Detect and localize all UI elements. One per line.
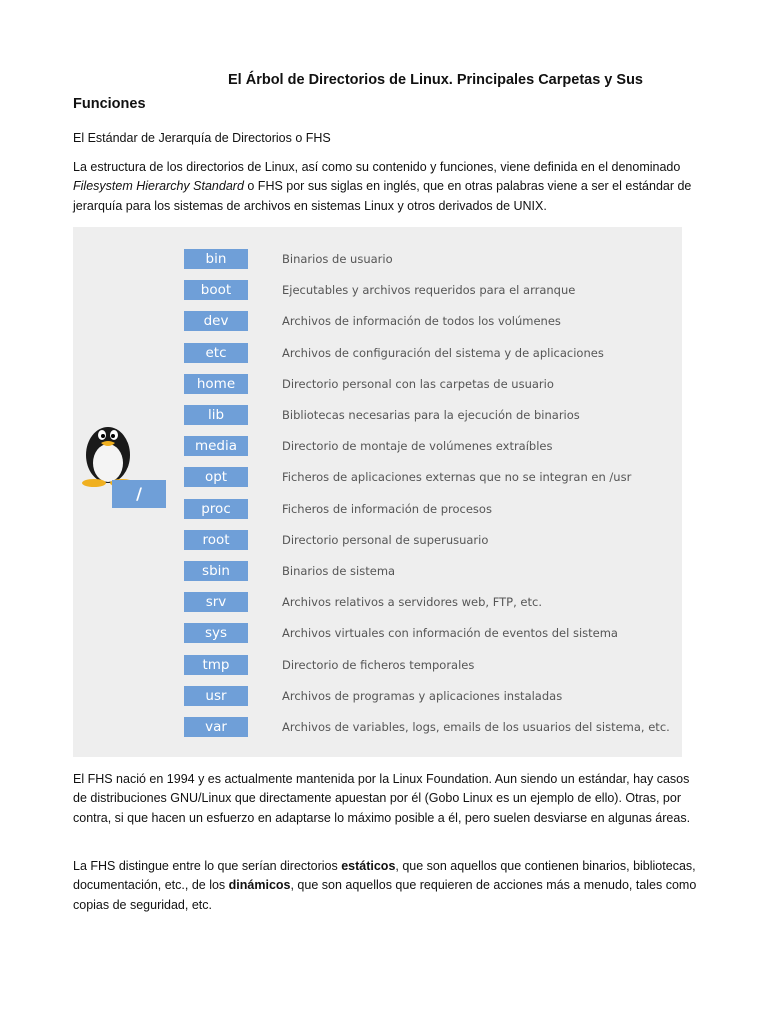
directory-name: tmp (184, 655, 248, 675)
directory-row-tmp (73, 654, 682, 676)
p3-text-1: La FHS distingue entre lo que serían directorios (73, 859, 342, 873)
p3-text-2: , que son aquellos que contienen binarios, bibliotecas, documentación, etc., de los (73, 859, 696, 893)
directory-name: root (184, 530, 248, 550)
directory-description: Bibliotecas necesarias para la ejecución de binarios (282, 408, 580, 422)
directory-name: boot (184, 280, 248, 300)
directory-row-bin (73, 248, 682, 270)
directory-description: Binarios de usuario (282, 252, 393, 266)
directory-description: Ficheros de aplicaciones externas que no se integran en /usr (282, 470, 632, 485)
directory-name: sbin (184, 561, 248, 581)
directory-row-sys (73, 622, 682, 644)
directory-row-lib (73, 404, 682, 426)
directory-name: lib (184, 405, 248, 425)
intro-text-start: La estructura de los directorios de Linux, así como su contenido y funciones, viene definida en el denominado (73, 160, 681, 174)
directory-description: Ejecutables y archivos requeridos para el arranque (282, 283, 576, 298)
directory-name: var (184, 717, 248, 737)
directory-row-srv (73, 591, 682, 613)
directory-row-proc (73, 498, 682, 520)
directory-tree-figure (73, 227, 682, 757)
p3-text-3: , que son aquellos que requieren de acciones más a menudo, tales como copias de seguridad, etc. (73, 878, 697, 912)
directory-name: sys (184, 623, 248, 643)
directory-row-dev (73, 310, 682, 332)
directory-row-boot (73, 279, 682, 301)
directory-row-root (73, 529, 682, 551)
intro-paragraph (73, 158, 698, 216)
directory-name: proc (184, 499, 248, 519)
directory-row-usr (73, 685, 682, 707)
directory-name: dev (184, 311, 248, 331)
directory-description: Archivos de programas y aplicaciones instaladas (282, 688, 563, 703)
fhs-term: Filesystem Hierarchy Standard (73, 179, 244, 194)
directory-row-opt (73, 466, 682, 488)
directory-description: Ficheros de información de procesos (282, 501, 492, 516)
directory-name: srv (184, 592, 248, 612)
directory-row-sbin (73, 560, 682, 582)
directory-description: Archivos de variables, logs, emails de los usuarios del sistema, etc. (282, 720, 670, 734)
directory-row-media (73, 435, 682, 457)
directory-name: bin (184, 249, 248, 269)
directory-description: Directorio personal con las carpetas de usuario (282, 376, 554, 391)
directory-description: Archivos relativos a servidores web, FTP, etc. (282, 595, 542, 610)
directory-row-var (73, 716, 682, 738)
directory-description: Directorio de ficheros temporales (282, 657, 475, 672)
directory-description: Archivos de configuración del sistema y de aplicaciones (282, 345, 604, 360)
directory-description: Directorio de montaje de volúmenes extraíbles (282, 439, 553, 454)
directory-name: home (184, 374, 248, 394)
term-static: estáticos (341, 859, 396, 873)
directory-name: usr (184, 686, 248, 706)
term-dynamic: dinámicos (228, 878, 291, 893)
directory-description: Directorio personal de superusuario (282, 532, 489, 547)
intro-text-end: o FHS por sus siglas en inglés, que en otras palabras viene a ser el estándar de jerarquía para los sistemas de archivos en sistemas Linux y otros derivados de UNIX. (73, 179, 692, 213)
directory-description: Binarios de sistema (282, 564, 396, 578)
directory-description: Archivos de información de todos los volúmenes (282, 314, 561, 329)
history-paragraph: El FHS nació en 1994 y es actualmente mantenida por la Linux Foundation. Aun siendo un estándar, hay casos de distribuciones GNU/Linux que directamente apuestan por él (Gobo Linux es un ejemplo de ello). Otras, por contra, si que hacen un esfuerzo en adaptarse lo máximo posible a él, pero suelen desviarse en algunas áreas. (73, 772, 691, 825)
directory-name: etc (184, 343, 248, 363)
root-directory-label: / (112, 480, 166, 508)
directory-name: opt (184, 467, 248, 487)
section-subtitle: El Estándar de Jerarquía de Directorios o FHS (73, 131, 331, 145)
directory-name: media (184, 436, 248, 456)
static-dynamic-paragraph (73, 857, 698, 915)
directory-row-home (73, 373, 682, 395)
document-title: El Árbol de Directorios de Linux. Principales Carpetas y Sus Funciones (73, 72, 643, 112)
directory-list (73, 227, 682, 757)
directory-description: Archivos virtuales con información de eventos del sistema (282, 626, 618, 641)
directory-row-etc (73, 342, 682, 364)
